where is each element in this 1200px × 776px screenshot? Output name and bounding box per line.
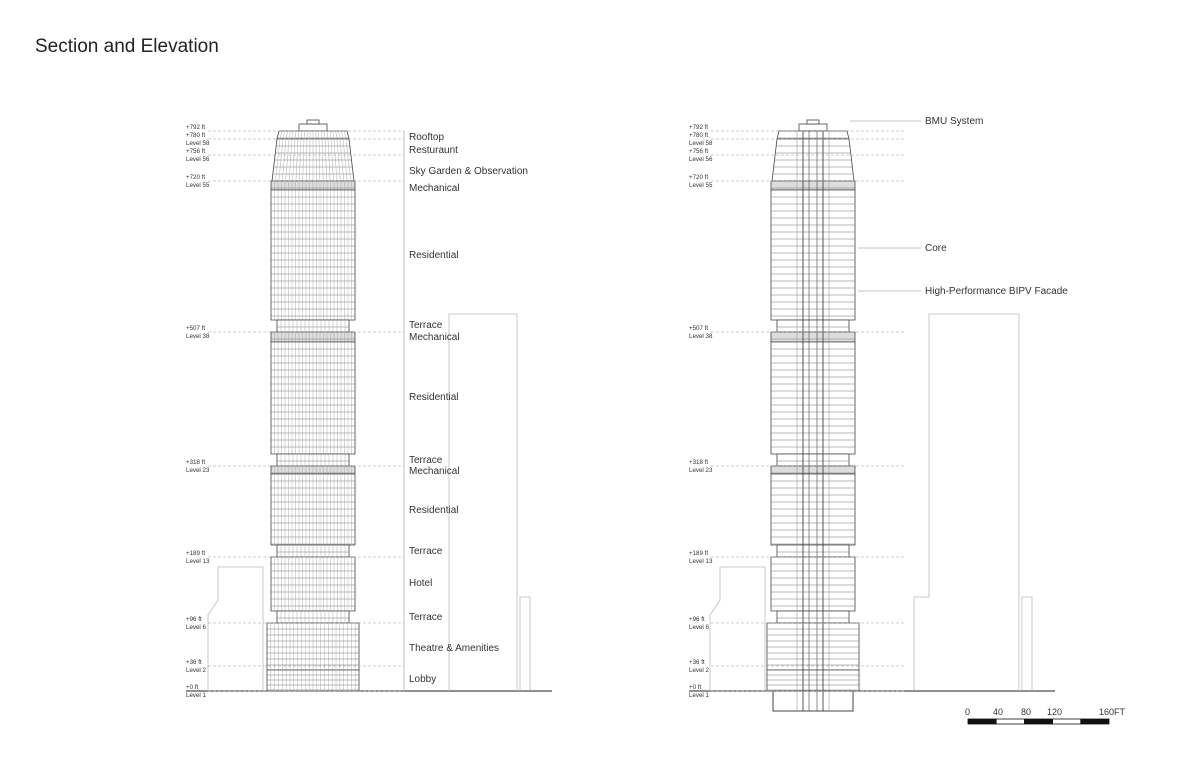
level-label: Level 38 [186, 333, 210, 340]
callout-label: BMU System [925, 116, 984, 127]
elevation-label: +0 ft [186, 684, 199, 691]
scale-bar [965, 707, 1126, 724]
callout-label: High-Performance BIPV Facade [925, 286, 1068, 297]
elevation-label: +780 ft [186, 132, 206, 139]
scale-tick-label: 160FT [1099, 707, 1126, 717]
bmu-system [299, 124, 327, 131]
elevation-label: +96 ft [186, 616, 202, 623]
bmu-mast [807, 120, 819, 124]
elevation-label: +792 ft [689, 124, 709, 131]
page-title: Section and Elevation [35, 36, 219, 57]
program-label: Mechanical [409, 332, 460, 343]
scale-bar-segment [968, 719, 996, 724]
level-label: Level 56 [186, 156, 210, 163]
program-label: Lobby [409, 674, 437, 685]
res-segment [771, 190, 855, 320]
level-label: Level 13 [689, 558, 713, 565]
elevation-label: +36 ft [689, 659, 705, 666]
elevation-label: +36 ft [186, 659, 202, 666]
mech-segment [771, 181, 855, 190]
scale-bar-segment [1024, 719, 1052, 724]
elevation-label: +189 ft [186, 550, 206, 557]
elevation-label: +756 ft [689, 148, 709, 155]
terrace-segment [777, 545, 849, 557]
scale-tick-label: 80 [1021, 707, 1032, 717]
scale-bar-segment [996, 719, 1024, 724]
neighbour-building [710, 567, 765, 691]
elevation-label: +96 ft [689, 616, 705, 623]
elevation-label: +318 ft [689, 459, 709, 466]
neighbour-building [1022, 597, 1032, 691]
neighbour-building [449, 314, 517, 691]
section-drawing [689, 120, 1055, 711]
lobby-segment [767, 670, 859, 691]
program-label: Terrace [409, 546, 443, 557]
scale-tick-label: 0 [965, 707, 971, 717]
elevation-label: +507 ft [186, 325, 206, 332]
scale-bar-segment [1081, 719, 1109, 724]
elevation-label: +720 ft [689, 174, 709, 181]
scale-tick-label: 40 [993, 707, 1004, 717]
level-label: Level 58 [186, 140, 210, 147]
program-label: Hotel [409, 578, 433, 589]
bmu-mast [307, 120, 319, 124]
scale-bar-segment [1053, 719, 1081, 724]
level-label: Level 6 [689, 624, 709, 631]
elevation-label: +0 ft [689, 684, 702, 691]
neighbour-building [208, 567, 263, 691]
level-label: Level 23 [689, 467, 713, 474]
level-label: Level 2 [689, 667, 709, 674]
level-label: Level 1 [689, 692, 709, 699]
program-label: Mechanical [409, 183, 460, 194]
program-label: Residential [409, 392, 459, 403]
program-label: Theatre & Amenities [409, 643, 500, 654]
program-label: Rooftop [409, 132, 445, 143]
elevation-label: +189 ft [689, 550, 709, 557]
elevation-label: +792 ft [186, 124, 206, 131]
callout-label: Core [925, 243, 947, 254]
program-label: Mechanical [409, 466, 460, 477]
program-label: Residential [409, 505, 459, 516]
terrace-segment [777, 611, 849, 623]
level-label: Level 58 [689, 140, 713, 147]
level-label: Level 55 [689, 182, 713, 189]
level-label: Level 55 [186, 182, 210, 189]
level-label: Level 23 [186, 467, 210, 474]
program-label: Terrace [409, 320, 443, 331]
program-label: Resturaunt [409, 145, 458, 156]
res-segment [771, 557, 855, 611]
terrace-segment [777, 320, 849, 332]
terrace-segment [777, 454, 849, 466]
elevation-label: +507 ft [689, 325, 709, 332]
program-label: Terrace [409, 455, 443, 466]
elevation-drawing [186, 120, 552, 691]
program-label: Residential [409, 250, 459, 261]
elevation-label: +720 ft [186, 174, 206, 181]
program-label: Sky Garden & Observation [409, 166, 528, 177]
level-label: Level 2 [186, 667, 206, 674]
program-label: Terrace [409, 612, 443, 623]
res-segment [771, 474, 855, 545]
level-label: Level 6 [186, 624, 206, 631]
elevation-label: +780 ft [689, 132, 709, 139]
elevation-label: +318 ft [186, 459, 206, 466]
basement [773, 691, 853, 711]
scale-tick-label: 120 [1047, 707, 1063, 717]
level-label: Level 1 [186, 692, 206, 699]
mech-segment [771, 332, 855, 342]
level-label: Level 38 [689, 333, 713, 340]
elevation-label: +756 ft [186, 148, 206, 155]
podium-segment [767, 623, 859, 670]
bmu-system [799, 124, 827, 131]
level-label: Level 56 [689, 156, 713, 163]
neighbour-building [520, 597, 530, 691]
neighbour-building [914, 314, 1019, 691]
level-label: Level 13 [186, 558, 210, 565]
